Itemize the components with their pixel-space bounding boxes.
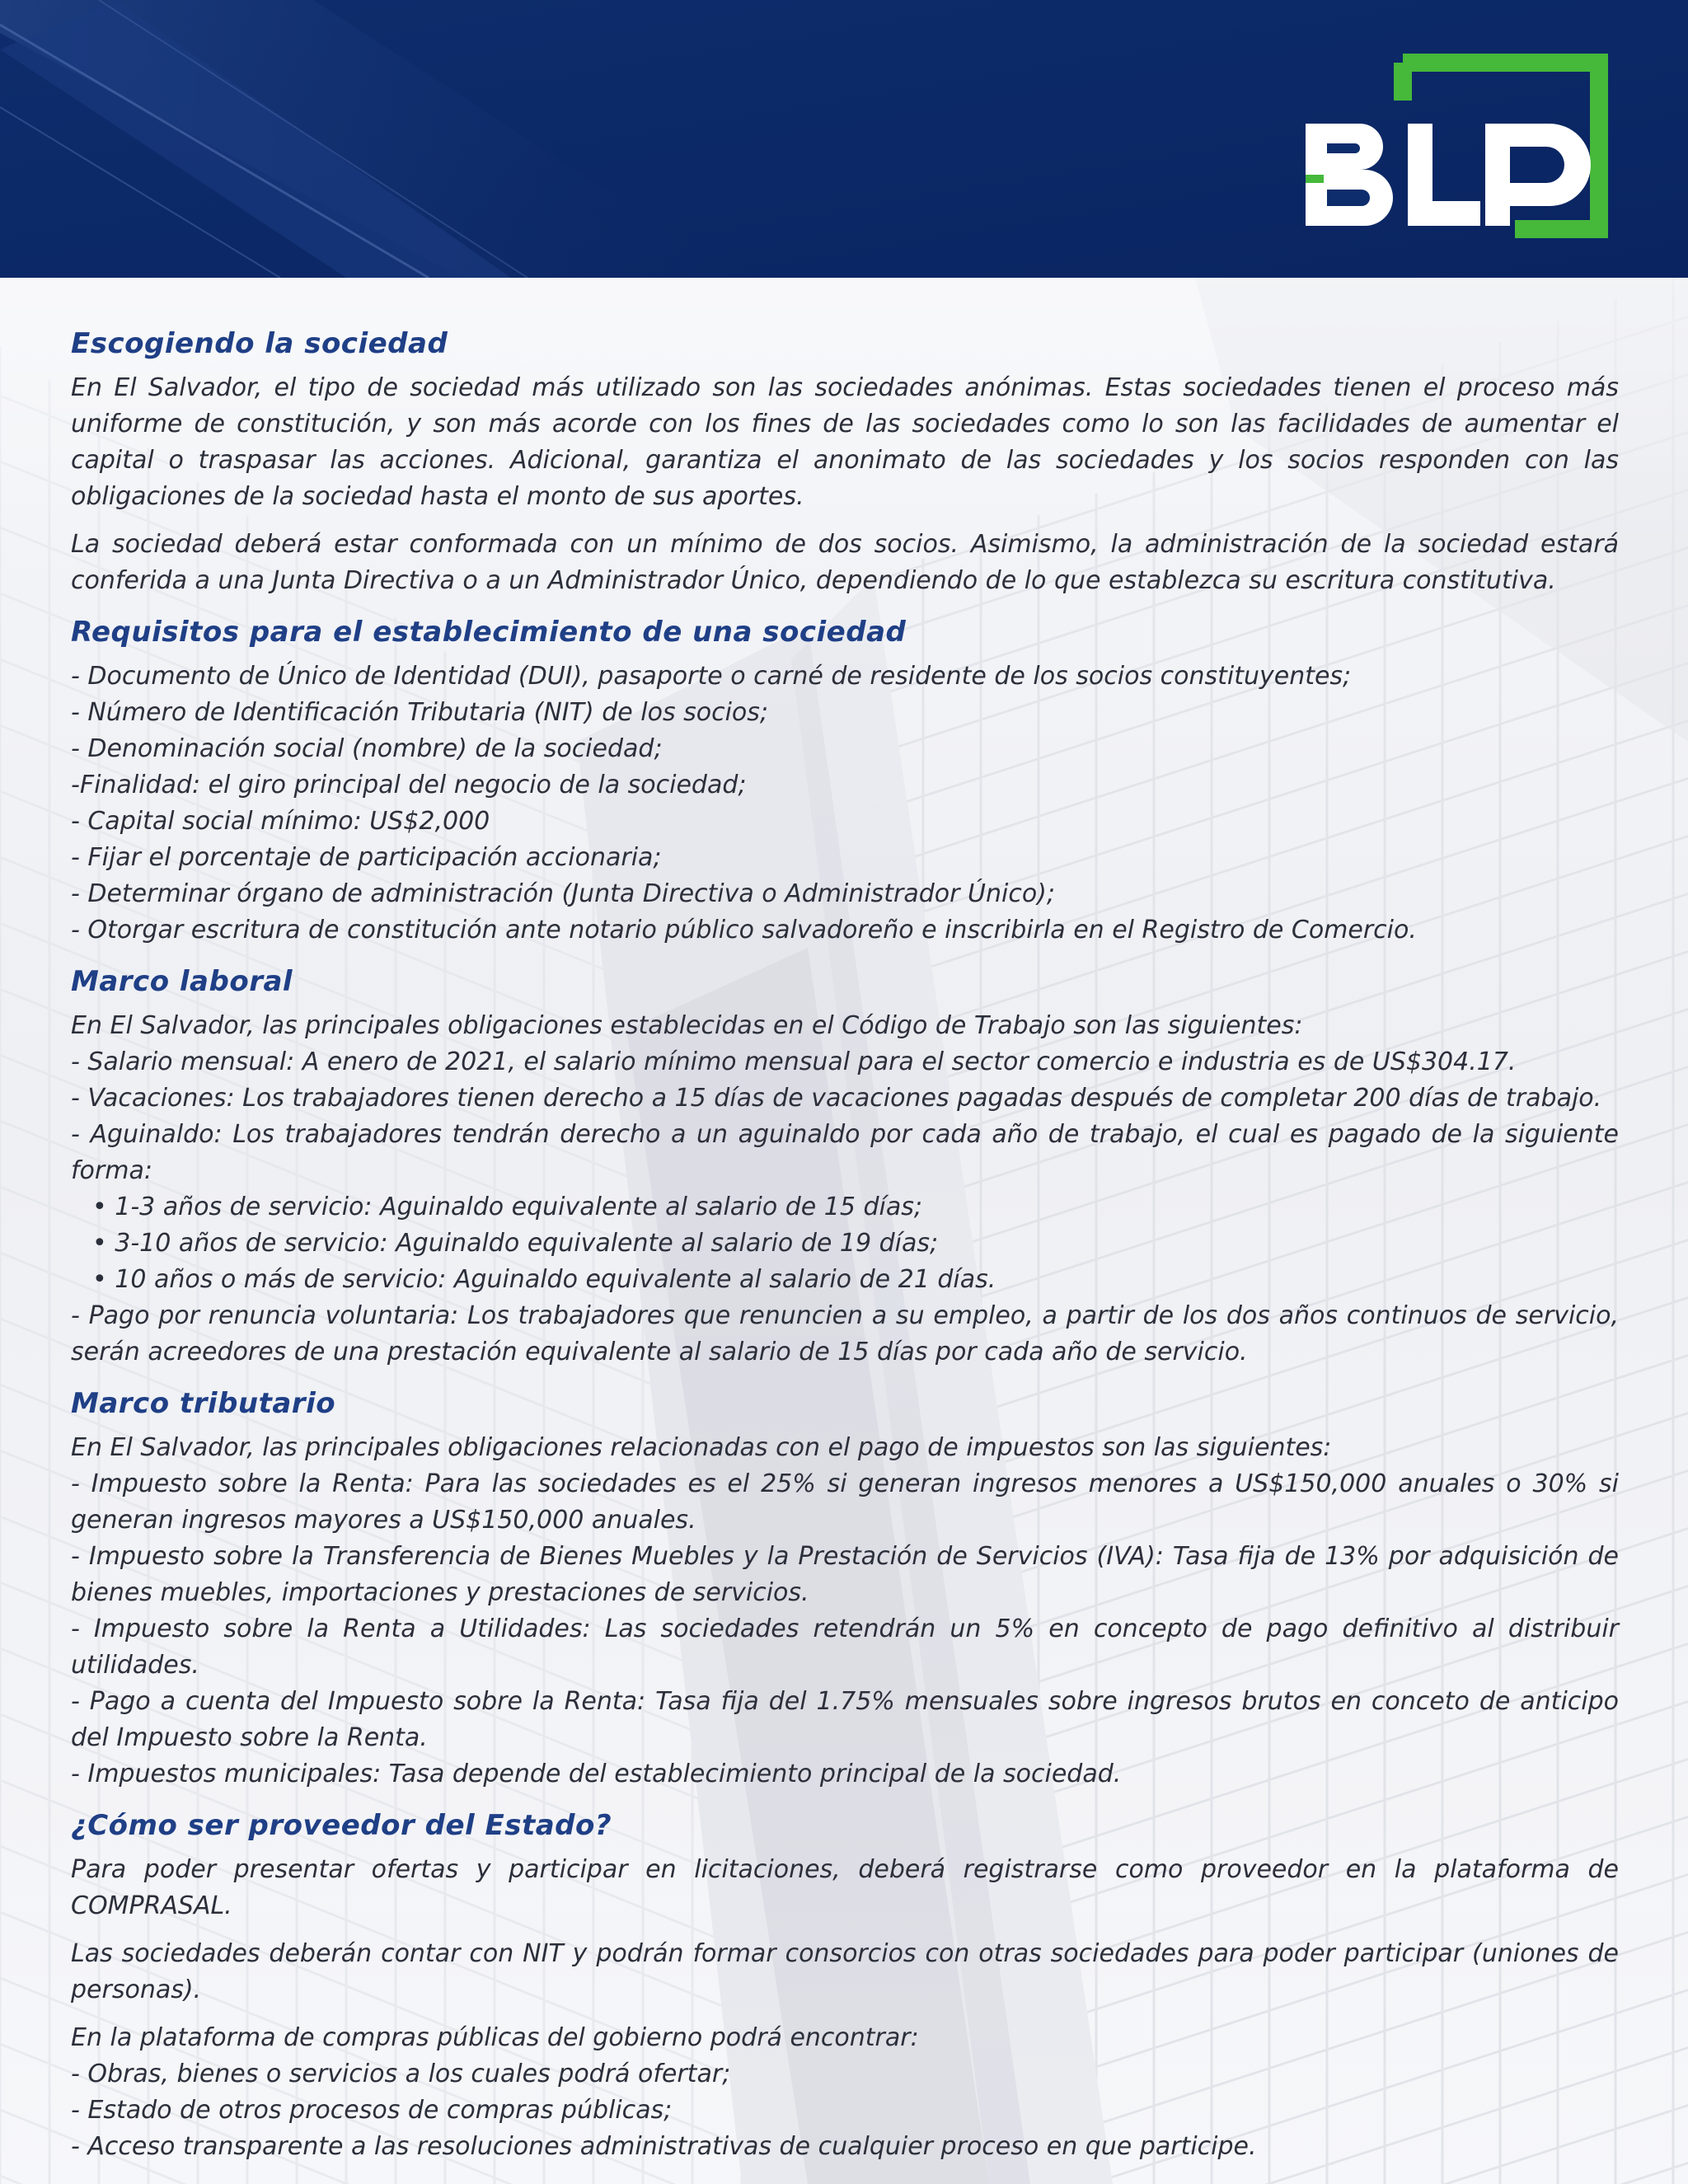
list-item: - Determinar órgano de administración (Junta Directiva o Administrador Único);	[71, 879, 1055, 908]
list-item: - Capital social mínimo: US$2,000	[71, 807, 490, 836]
list-item: - Denominación social (nombre) de la sociedad;	[71, 734, 663, 763]
paragraph: Las sociedades deberán contar con NIT y podrán formar consorcios con otras sociedades para poder participar (uniones de personas).	[71, 1939, 1619, 2004]
section-escogiendo	[71, 326, 1619, 599]
list-item: - Estado de otros procesos de compras públicas;	[71, 2096, 673, 2125]
list-item: - Impuesto sobre la Transferencia de Bienes Muebles y la Prestación de Servicios (IVA): Tasa fija de 13% por adquisición de bienes muebles, importaciones y prestaciones de servicios.	[71, 1542, 1619, 1607]
paragraph: Para poder presentar ofertas y participar en licitaciones, deberá registrarse como proveedor en la plataforma de COMPRASAL.	[71, 1855, 1619, 1920]
document-body	[71, 326, 1619, 2180]
section-heading: Marco laboral	[71, 965, 293, 998]
list-item: -Finalidad: el giro principal del negocio de la sociedad;	[71, 771, 747, 799]
section-marco-laboral	[71, 963, 1619, 1371]
section-proveedor-estado	[71, 1807, 1619, 2165]
bullet-item: • 3-10 años de servicio: Aguinaldo equivalente al salario de 19 días;	[92, 1229, 939, 1258]
platform-list	[71, 2020, 1619, 2165]
section-marco-tributario	[71, 1385, 1619, 1793]
paragraph: En El Salvador, el tipo de sociedad más utilizado son las sociedades anónimas. Estas sociedades tienen el proceso más uniforme de constitución, y son más acorde con los fines de las sociedades como lo son las facilidades de aumentar el capital o traspasar las acciones. Adicional, garantiza el anonimato de las sociedades y los socios responden con las obligaciones de la sociedad hasta el monto de sus aportes.	[71, 373, 1619, 511]
list-item: - Aguinaldo: Los trabajadores tendrán derecho a un aguinaldo por cada año de trabajo, el cual es pagado de la siguiente forma:	[71, 1120, 1619, 1185]
list-item: - Salario mensual: A enero de 2021, el salario mínimo mensual para el sector comercio e industria es de US$304.17.	[71, 1047, 1517, 1076]
list-item: - Fijar el porcentaje de participación accionaria;	[71, 843, 662, 872]
list-item: - Impuesto sobre la Renta a Utilidades: Las sociedades retendrán un 5% en concepto de pago definitivo al distribuir utilidades.	[71, 1615, 1619, 1680]
list-item: - Pago a cuenta del Impuesto sobre la Renta: Tasa fija del 1.75% mensuales sobre ingresos brutos en conceto de anticipo del Impuesto sobre la Renta.	[71, 1687, 1619, 1752]
section-heading: Requisitos para el establecimiento de una sociedad	[71, 616, 907, 649]
bullet-item: • 1-3 años de servicio: Aguinaldo equivalente al salario de 15 días;	[92, 1193, 922, 1221]
blp-logo	[1302, 51, 1615, 241]
section-heading: Marco tributario	[71, 1387, 336, 1420]
bullet-item: • 10 años o más de servicio: Aguinaldo equivalente al salario de 21 días.	[92, 1265, 996, 1294]
intro-line: En El Salvador, las principales obligaciones relacionadas con el pago de impuestos son las siguientes:	[71, 1433, 1332, 1462]
paragraph: La sociedad deberá estar conformada con un mínimo de dos socios. Asimismo, la administración de la sociedad estará conferida a una Junta Directiva o a un Administrador Único, dependiendo de lo que establezca su escritura constitutiva.	[71, 530, 1619, 595]
section-heading: Escogiendo la sociedad	[71, 327, 448, 360]
intro-line: En la plataforma de compras públicas del gobierno podrá encontrar:	[71, 2023, 919, 2052]
list-item: - Otorgar escritura de constitución ante notario público salvadoreño e inscribirla en el Registro de Comercio.	[71, 916, 1417, 944]
list-item: - Vacaciones: Los trabajadores tienen derecho a 15 días de vacaciones pagadas después de completar 200 días de trabajo.	[71, 1084, 1602, 1113]
list-item: - Impuesto sobre la Renta: Para las sociedades es el 25% si generan ingresos menores a US$150,000 anuales o 30% si generan ingresos mayores a US$150,000 anuales.	[71, 1469, 1619, 1535]
list-item: - Pago por renuncia voluntaria: Los trabajadores que renuncien a su empleo, a partir de los dos años continuos de servicio, serán acreedores de una prestación equivalente al salario de 15 días por cada año de servicio.	[71, 1301, 1619, 1366]
section-heading: ¿Cómo ser proveedor del Estado?	[71, 1809, 612, 1842]
intro-line: En El Salvador, las principales obligaciones establecidas en el Código de Trabajo son las siguientes:	[71, 1011, 1303, 1040]
list-item: - Número de Identificación Tributaria (NIT) de los socios;	[71, 698, 769, 727]
list-item: - Obras, bienes o servicios a los cuales podrá ofertar;	[71, 2060, 731, 2088]
section-requisitos	[71, 614, 1619, 949]
list-item: - Documento de Único de Identidad (DUI), pasaporte o carné de residente de los socios constituyentes;	[71, 662, 1352, 691]
list-item: - Acceso transparente a las resoluciones administrativas de cualquier proceso en que participe.	[71, 2132, 1257, 2161]
list-item: - Impuestos municipales: Tasa depende del establecimiento principal de la sociedad.	[71, 1760, 1122, 1788]
